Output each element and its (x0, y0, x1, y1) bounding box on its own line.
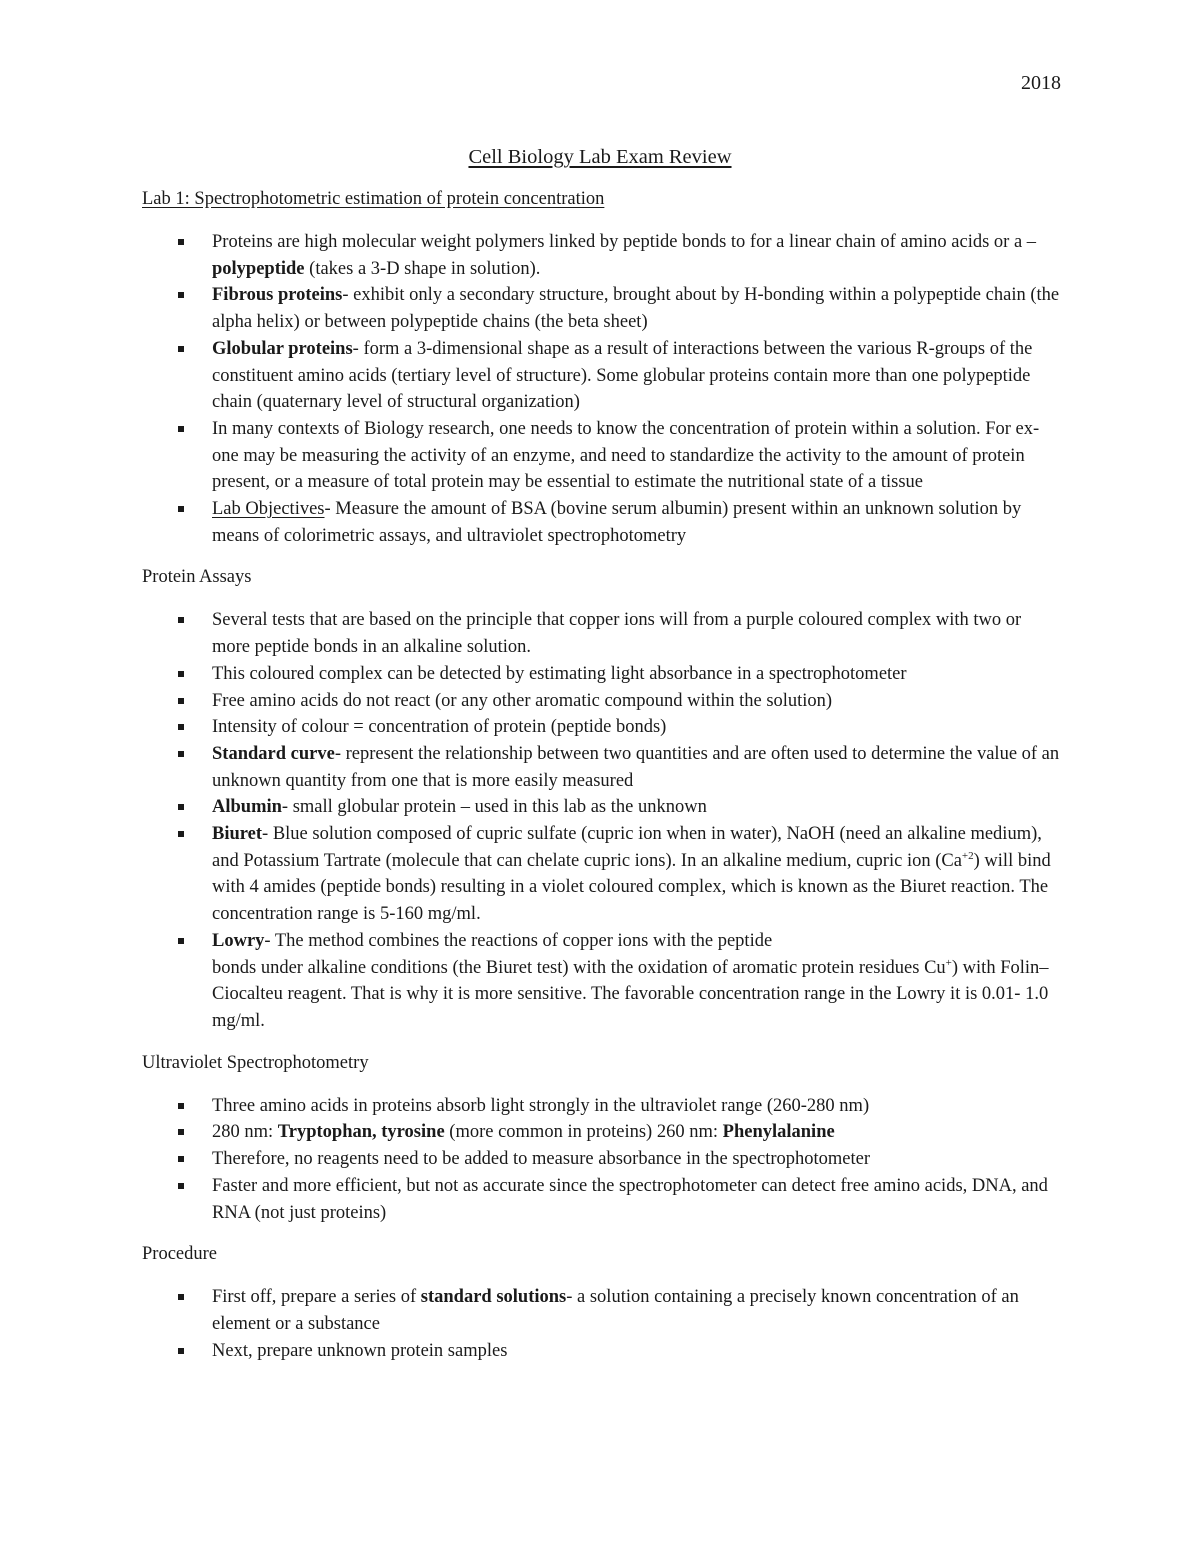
list-item: Globular proteins- form a 3-dimensional shape as a result of interactions between the various R-groups of the constituent amino acids (tertiary level of structure). Some globular proteins contain more than one polypeptide chain (quaternary level of structural organization) (142, 336, 1062, 416)
list-item: Next, prepare unknown protein samples (142, 1338, 1062, 1365)
list-item: Therefore, no reagents need to be added to measure absorbance in the spectrophotometer (142, 1146, 1062, 1173)
list-item: Several tests that are based on the principle that copper ions will from a purple coloured complex with two or more peptide bonds in an alkaline solution. (142, 607, 1062, 660)
list-item: Lowry- The method combines the reactions of copper ions with the peptide bonds under alkaline conditions (the Biuret test) with the oxidation of aromatic protein residues Cu+) with Folin–Ciocalteu reagent. That is why it is more sensitive. The favorable concentration range in the Lowry it is 0.01- 1.0 mg/ml. (142, 928, 1062, 1035)
document-body (142, 186, 1062, 1364)
protein-assays-heading: Protein Assays (142, 567, 252, 588)
assays-bullet-list (142, 607, 1062, 1034)
list-item: Biuret- Blue solution composed of cupric sulfate (cupric ion when in water), NaOH (need an alkaline medium), and Potassium Tartrate (molecule that can chelate cupric ions). In an alkaline medium, cupric ion $(Ca^{+2})$ will bind with 4 amides (peptide bonds) resulting in a violet coloured complex, which is known as the Biuret reaction. The concentration range is 5-160 mg/ml. (142, 821, 1062, 928)
list-item: First off, prepare a series of standard solutions- a solution containing a precisely known concentration of an element or a substance (142, 1284, 1062, 1337)
uv-bullet-list (142, 1093, 1062, 1227)
list-item: This coloured complex can be detected by estimating light absorbance in a spectrophotometer (142, 661, 1062, 688)
list-item: Albumin- small globular protein – used in this lab as the unknown (142, 794, 1062, 821)
year-label: 2018 (1021, 72, 1061, 94)
list-item: Lab Objectives- Measure the amount of BSA (bovine serum albumin) present within an unknown solution by means of colorimetric assays, and ultraviolet spectrophotometry (142, 496, 1062, 549)
lab1-heading: Lab 1: Spectrophotometric estimation of protein concentration (142, 189, 605, 209)
procedure-heading: Procedure (142, 1244, 217, 1265)
list-item: In many contexts of Biology research, one needs to know the concentration of protein within a solution. For ex- one may be measuring the activity of an enzyme, and need to standardize the activity to the amount of protein present, or a measure of total protein may be essential to estimate the nutritional state of a tissue (142, 416, 1062, 496)
document-title: Cell Biology Lab Exam Review (468, 146, 732, 168)
list-item: Fibrous proteins- exhibit only a secondary structure, brought about by H-bonding within a polypeptide chain (the alpha helix) or between polypeptide chains (the beta sheet) (142, 282, 1062, 335)
list-item: Faster and more efficient, but not as accurate since the spectrophotometer can detect free amino acids, DNA, and RNA (not just proteins) (142, 1173, 1062, 1226)
procedure-bullet-list (142, 1284, 1062, 1364)
list-item: Proteins are high molecular weight polymers linked by peptide bonds to for a linear chain of amino acids or a – polypeptide (takes a 3-D shape in solution). (142, 229, 1062, 282)
list-item: Free amino acids do not react (or any other aromatic compound within the solution) (142, 688, 1062, 715)
lab1-bullet-list (142, 229, 1062, 549)
list-item: Standard curve- represent the relationship between two quantities and are often used to determine the value of an unknown quantity from one that is more easily measured (142, 741, 1062, 794)
list-item: Three amino acids in proteins absorb light strongly in the ultraviolet range (260-280 nm) (142, 1093, 1062, 1120)
list-item: 280 nm: Tryptophan, tyrosine (more common in proteins) 260 nm: Phenylalanine (142, 1119, 1062, 1146)
list-item: Intensity of colour = concentration of protein (peptide bonds) (142, 714, 1062, 741)
uv-spectrophotometry-heading: Ultraviolet Spectrophotometry (142, 1052, 369, 1073)
